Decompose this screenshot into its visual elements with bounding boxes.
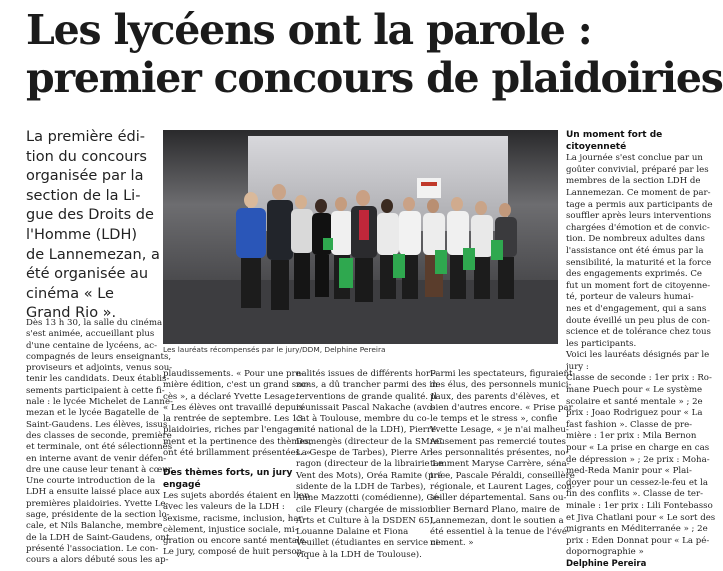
body-line: Parmi les spectateurs, figuraient	[430, 369, 573, 379]
body-line: Arts et Culture à la DSDEN 65),	[296, 515, 436, 526]
body-line: proviseurs et adjoints, venus sou-	[26, 363, 173, 374]
body-line: Lannemezan. Ce moment de par-	[566, 187, 711, 198]
body-line: mière édition, c'est un grand suc-	[163, 380, 310, 391]
body-line: reusement pas remercié toutes	[430, 436, 566, 447]
body-line: paux, des parents d'élèves, et	[430, 391, 560, 402]
headline	[26, 6, 723, 102]
subheading-citizenship: citoyenneté	[566, 141, 627, 152]
body-line: med-Reda Manir pour « Plai-	[566, 466, 692, 477]
body-line: doyer pour un cessez-le-feu et la	[566, 477, 708, 488]
body-line: sexisme, racisme, inclusion, har-	[163, 513, 306, 524]
body-line: LDH a ensuite laissé place aux	[26, 487, 161, 498]
body-line: fast fashion ». Classe de pre-	[566, 419, 693, 430]
lead-line: La première édi-	[26, 129, 145, 145]
body-line: été essentiel à la tenue de l'évé-	[430, 527, 570, 538]
column-3	[296, 369, 446, 561]
lead-line: section de la Li-	[26, 187, 141, 204]
body-line: des élus, des personnels munici-	[430, 380, 572, 391]
body-line: Domengès (directeur de la SMAC	[296, 436, 443, 447]
body-line: et Jiva Chatlani pour « Le sort des	[566, 512, 716, 523]
body-line: sements participaient à cette fi-	[26, 385, 165, 396]
subheading-themes: engagé	[163, 479, 201, 490]
body-line: premières plaidoiries. Yvette Le-	[26, 498, 169, 509]
body-line: tenir les candidats. Deux établis-	[26, 374, 170, 385]
column-2	[163, 369, 312, 559]
subheading-citizenship: Un moment fort de	[566, 130, 663, 140]
lead-line: gue des Droits de	[26, 207, 154, 224]
body-line: Dès 13 h 30, la salle du cinéma	[26, 318, 163, 328]
body-line: membres de la section LDH de	[566, 176, 701, 187]
body-line: Vent des Mots), Oréa Ramite (pré-	[296, 470, 446, 481]
body-line: jury :	[566, 361, 589, 372]
body-line: s'est animée, accueillant plus	[26, 329, 155, 340]
body-line: réunissait Pascal Nakache (avo-	[296, 402, 435, 413]
body-line: Veuillet (étudiantes en service ci-	[296, 538, 442, 549]
body-line: ragon (directeur de la librairie Le	[296, 459, 444, 470]
body-line: Les sujets abordés étaient en lien	[163, 490, 310, 501]
body-line: blier Bernard Plano, maire de	[430, 504, 560, 515]
body-line: prix : Eden Donnat pour « La pé-	[566, 535, 710, 546]
body-line: mane Puech pour « Le système	[566, 385, 703, 396]
body-line: les personnalités présentes, no-	[430, 448, 569, 459]
lead-line: l'Homme (LDH)	[26, 226, 138, 243]
body-line: des engagements exprimés. Ce	[566, 269, 702, 280]
body-line: fut un moment fort de citoyenne-	[566, 280, 711, 291]
body-line: cile Fleury (chargée de mission	[296, 504, 433, 515]
lead-line: tion du concours	[26, 148, 147, 165]
lead-line: de Lannemezan, a	[26, 246, 160, 263]
body-line: scolaire et santé mentale » ; 2e	[566, 396, 703, 407]
column-1	[26, 318, 174, 567]
headline-line-2: premier concours de plaidoiries	[26, 54, 723, 102]
subheading-themes: Des thèmes forts, un jury	[163, 468, 293, 479]
body-line: sensibilité, la maturité et la force	[566, 257, 712, 268]
body-line: des classes de seconde, première	[26, 430, 172, 441]
body-line: Yvette Lesage, « je n'ai malheu-	[430, 425, 569, 436]
column-5	[566, 130, 716, 571]
body-line: dre une cause leur tenant à cœur.	[26, 464, 174, 475]
body-line: d'une centaine de lycéens, ac-	[26, 340, 158, 351]
headline-line-1: Les lycéens ont la parole :	[26, 6, 592, 54]
body-line: et terminale, ont été sélectionnés	[26, 442, 173, 453]
body-line: Voici les lauréats désignés par le	[566, 350, 710, 361]
body-line: fin des conflits ». Classe de ter-	[566, 489, 704, 500]
body-line: nalités issues de différents hori-	[296, 369, 436, 379]
body-line: tage a permis aux participants de	[566, 199, 713, 210]
body-line: les participants.	[566, 338, 637, 349]
body-line: nale : le lycée Michelet de Lanne-	[26, 397, 173, 408]
body-line: pour « La prise en charge en cas	[566, 443, 710, 454]
body-line: terventions de grande qualité. Il	[296, 391, 437, 402]
body-line: migrants en Méditerranée » ; 2e	[566, 524, 708, 535]
body-line: minale : 1er prix : Lili Fontebasso	[566, 501, 713, 511]
body-line: goûter convivial, préparé par les	[566, 164, 709, 175]
body-line: mité national de la LDH), Pierre	[296, 425, 437, 436]
body-line: chargées d'émotion et de convic-	[566, 222, 710, 233]
body-line: le temps et le stress », confie	[430, 414, 558, 425]
body-line: bien d'autres encore. « Prise par	[430, 402, 573, 413]
body-line: Louanne Dalaine et Fiona	[296, 527, 409, 538]
author-credit: Delphine Pereira	[566, 558, 647, 569]
body-line: Le jury, composé de huit person-	[163, 547, 306, 558]
body-line: plaudissements. « Pour une pre-	[163, 369, 304, 379]
body-line: dopornographie »	[566, 547, 644, 558]
lead-line: Grand Rio ».	[26, 305, 117, 322]
body-line: Lannemezan, dont le soutien a	[430, 515, 564, 526]
lead-line: cinéma « Le	[26, 285, 114, 302]
body-line: plaidoiries, riches par l'engage-	[163, 425, 302, 436]
body-line: régionale, et Laurent Lages, con-	[430, 481, 575, 492]
body-line: doute éveillé un peu plus de con-	[566, 315, 710, 326]
body-line: prix : Joao Rodriguez pour « La	[566, 408, 703, 419]
body-line: Classe de seconde : 1er prix : Ro-	[566, 373, 712, 384]
body-line: compagnés de leurs enseignants,	[26, 351, 172, 362]
lead-line: été organisée au	[26, 266, 149, 283]
photo-caption: Les lauréats récompensés par le jury/DDM, Delphine Pereira	[163, 345, 386, 354]
body-line: de dépression » ; 2e prix : Moha-	[566, 454, 710, 465]
body-line: la rentrée de septembre. Les 13	[163, 414, 303, 425]
body-line: cès », a déclaré Yvette Lesage.	[163, 391, 298, 402]
body-line: sidente de la LDH de Tarbes),	[296, 481, 426, 492]
body-line: La journée s'est conclue par un	[566, 153, 703, 164]
body-line: nes et d'engagement, qui a sans	[566, 303, 707, 314]
body-line: souffler après leurs interventions	[566, 211, 712, 222]
body-line: avec les valeurs de la LDH :	[163, 502, 285, 513]
body-line: « Les élèves ont travaillé depuis	[163, 402, 304, 413]
body-line: l'assistance ont été émus par la	[566, 245, 704, 256]
body-line: présenté l'association. Le con-	[26, 543, 159, 554]
body-line: seiller départemental. Sans ou-	[430, 493, 567, 504]
body-line: mière : 1er prix : Mila Bernon	[566, 431, 697, 442]
laureates-photo	[163, 130, 558, 344]
body-line: La Gespe de Tarbes), Pierre Ar-	[296, 448, 434, 459]
body-line: sage, présidente de la section lo-	[26, 510, 170, 521]
body-line: Une courte introduction de la	[26, 476, 156, 487]
body-line: en interne avant de venir défen-	[26, 453, 167, 464]
body-line: de la LDH de Saint-Gaudens, ont	[26, 532, 170, 543]
body-line: tamment Maryse Carrère, séna-	[430, 459, 570, 470]
body-line: ont été brillamment présentées. »	[163, 448, 311, 459]
body-line: Saint-Gaudens. Les élèves, issus	[26, 419, 168, 430]
body-line: tion. De nombreux adultes dans	[566, 234, 705, 245]
body-line: té, porteur de valeurs humai-	[566, 292, 694, 303]
body-line: cat à Toulouse, membre du co-	[296, 414, 430, 425]
body-line: science et de tolérance chez tous	[566, 327, 711, 338]
body-line: mezan et le lycée Bagatelle de	[26, 408, 159, 419]
body-line: cours a alors débuté sous les ap-	[26, 555, 169, 566]
body-line: cèlement, injustice sociale, mi-	[163, 524, 298, 535]
body-line: trice, Pascale Péraldi, conseillère	[430, 470, 575, 481]
lead-paragraph	[26, 128, 160, 324]
body-line: vique à la LDH de Toulouse).	[296, 549, 422, 560]
body-line: ment et la pertinence des thèmes,	[163, 436, 312, 447]
body-line: cale, et Nils Balanche, membre	[26, 521, 163, 532]
column-4	[430, 369, 575, 550]
body-line: Anne Mazzotti (comédienne), Cé-	[296, 493, 442, 504]
body-line: zons, a dû trancher parmi des in-	[296, 380, 441, 391]
body-line: gration ou encore santé mentale.	[163, 536, 308, 547]
lead-line: organisée par la	[26, 168, 144, 185]
body-line: nement. »	[430, 538, 474, 549]
